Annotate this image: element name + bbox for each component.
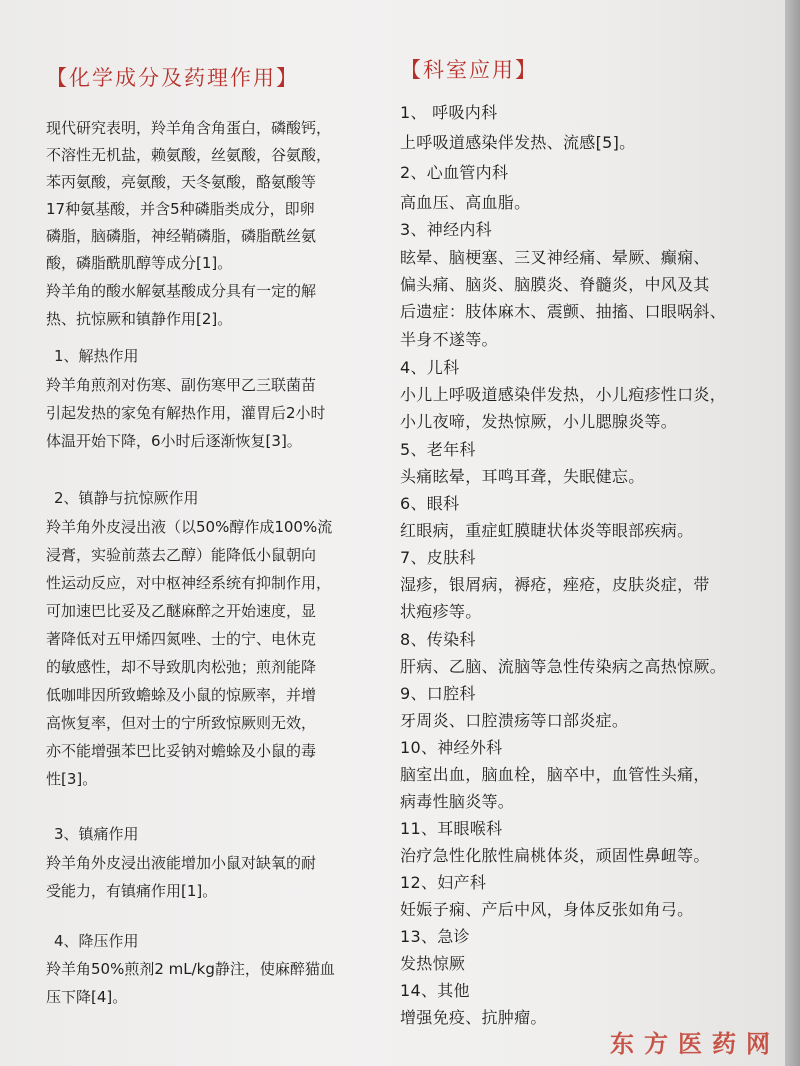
text-line: 引起发热的家兔有解热作用，灌胃后2小时 [46, 404, 326, 422]
text-line: 牙周炎、口腔溃疡等口部炎症。 [400, 711, 629, 730]
department-title: 6、眼科 [400, 494, 460, 513]
text-line: 的敏感性，却不导致肌肉松弛；煎剂能降 [46, 658, 317, 676]
section-heading-chemistry: 【化学成分及药理作用】 [46, 66, 299, 90]
text-line: 头痛眩晕，耳鸣耳聋，失眠健忘。 [400, 467, 645, 486]
department-title: 8、传染科 [400, 630, 476, 649]
department-title: 5、老年科 [400, 440, 476, 459]
text-line: 酸，磷脂酰肌醇等成分[1]。 [46, 254, 233, 272]
text-line: 不溶性无机盐，赖氨酸，丝氨酸，谷氨酸， [46, 146, 332, 164]
text-line: 亦不能增强苯巴比妥钠对蟾蜍及小鼠的毒 [46, 742, 317, 760]
department-title: 12、妇产科 [400, 873, 487, 892]
text-line: 磷脂，脑磷脂，神经鞘磷脂，磷脂酰丝氨 [46, 227, 317, 245]
text-line: 羚羊角50%煎剂2 mL/kg静注，使麻醉猫血 [46, 960, 335, 978]
text-line: 现代研究表明，羚羊角含角蛋白，磷酸钙， [46, 119, 332, 137]
text-line: 浸膏，实验前蒸去乙醇）能降低小鼠朝向 [46, 546, 317, 564]
text-line: 羚羊角外皮浸出液（以50%醇作成100%流 [46, 518, 333, 536]
department-title: 1、 呼吸内科 [400, 103, 498, 122]
section-heading-departments: 【科室应用】 [400, 58, 538, 82]
department-title: 3、神经内科 [400, 220, 492, 239]
text-line: 增强免疫、抗肿瘤。 [400, 1008, 547, 1027]
text-line: 上呼吸道感染伴发热、流感[5]。 [400, 133, 636, 152]
text-line: 高恢复率，但对士的宁所致惊厥则无效， [46, 714, 317, 732]
text-line: 17种氨基酸，并含5种磷脂类成分，即卵 [46, 200, 315, 218]
text-line: 脑室出血，脑血栓，脑卒中，血管性头痛， [400, 765, 710, 784]
department-title: 9、口腔科 [400, 684, 476, 703]
text-line: 羚羊角的酸水解氨基酸成分具有一定的解 [46, 282, 317, 300]
text-line: 妊娠子痫、产后中风，身体反张如角弓。 [400, 900, 694, 919]
department-title: 14、其他 [400, 981, 470, 1000]
subsection-title-antipyretic: 1、解热作用 [54, 347, 139, 365]
text-line: 湿疹，银屑病，褥疮，痤疮，皮肤炎症，带 [400, 575, 710, 594]
subsection-title-sedative: 2、镇静与抗惊厥作用 [54, 489, 199, 507]
text-line: 肝病、乙脑、流脑等急性传染病之高热惊厥。 [400, 657, 727, 676]
text-line: 小儿上呼吸道感染伴发热，小儿疱疹性口炎， [400, 385, 727, 404]
text-line: 小儿夜啼，发热惊厥，小儿腮腺炎等。 [400, 412, 678, 431]
text-line: 低咖啡因所致蟾蜍及小鼠的惊厥率，并增 [46, 686, 317, 704]
text-line: 眩晕、脑梗塞、三叉神经痛、晕厥、癫痫、 [400, 248, 710, 267]
department-title: 10、神经外科 [400, 738, 503, 757]
department-title: 2、心血管内科 [400, 163, 509, 182]
text-line: 病毒性脑炎等。 [400, 792, 515, 811]
text-line: 压下降[4]。 [46, 988, 128, 1006]
text-line: 偏头痛、脑炎、脑膜炎、脊髓炎，中风及其 [400, 275, 710, 294]
text-line: 状疱疹等。 [400, 602, 482, 621]
text-line: 受能力，有镇痛作用[1]。 [46, 882, 218, 900]
text-line: 羚羊角煎剂对伤寒、副伤寒甲乙三联菌苗 [46, 376, 317, 394]
subsection-title-hypotensive: 4、降压作用 [54, 932, 139, 950]
department-title: 11、耳眼喉科 [400, 819, 503, 838]
text-line: 高血压、高血脂。 [400, 193, 531, 212]
text-line: 著降低对五甲烯四氮唑、士的宁、电休克 [46, 630, 317, 648]
text-line: 红眼病，重症虹膜睫状体炎等眼部疾病。 [400, 521, 694, 540]
text-line: 热、抗惊厥和镇静作用[2]。 [46, 310, 233, 328]
text-line: 半身不遂等。 [400, 330, 498, 349]
text-line: 可加速巴比妥及乙醚麻醉之开始速度，显 [46, 602, 317, 620]
watermark-logo: 东方医药网 [610, 1029, 780, 1058]
text-line: 治疗急性化脓性扁桃体炎，顽固性鼻衄等。 [400, 846, 710, 865]
text-line: 苯丙氨酸，亮氨酸，天冬氨酸，酪氨酸等 [46, 173, 317, 191]
department-title: 4、儿科 [400, 358, 460, 377]
text-line: 性[3]。 [46, 770, 98, 788]
department-title: 13、急诊 [400, 927, 470, 946]
text-line: 羚羊角外皮浸出液能增加小鼠对缺氧的耐 [46, 854, 317, 872]
page-edge-shadow [785, 0, 800, 1066]
text-line: 发热惊厥 [400, 954, 466, 973]
department-title: 7、皮肤科 [400, 548, 476, 567]
text-line: 体温开始下降，6小时后逐渐恢复[3]。 [46, 432, 302, 450]
text-line: 性运动反应，对中枢神经系统有抑制作用， [46, 574, 332, 592]
text-line: 后遗症：肢体麻木、震颤、抽搐、口眼㖞斜、 [400, 302, 727, 321]
subsection-title-analgesic: 3、镇痛作用 [54, 825, 139, 843]
